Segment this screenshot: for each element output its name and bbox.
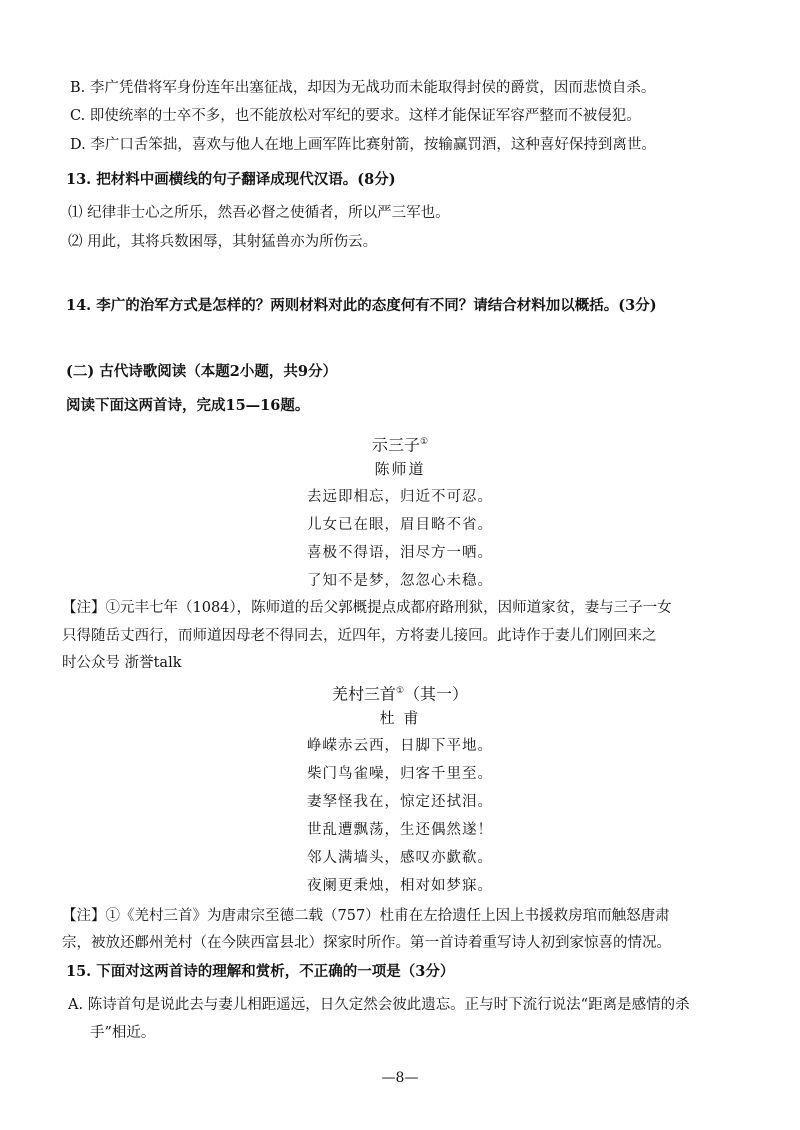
option-c-q12: C. 即使统率的士卒不多，也不能放松对军纪的要求。这样才能保证军容严整而不被侵犯。 <box>70 108 641 124</box>
page-number: —8— <box>381 1070 419 1086</box>
poem-1-line: 喜极不得语，泪尽方一哂。 <box>307 545 493 561</box>
question-15-option-a-line: A. 陈诗首句是说此去与妻儿相距遥远，日久定然会彼此遗忘。正与时下流行说法“距离是感情的杀 <box>68 997 690 1013</box>
poem-1-line: 了知不是梦，忽忽心未稳。 <box>307 573 493 589</box>
poem-2-line: 邻人满墙头，感叹亦歔欷。 <box>307 850 493 866</box>
option-d-q12: D. 李广口舌笨拙，喜欢与他人在地上画军阵比赛射箭，按输赢罚酒，这种喜好保持到离世。 <box>70 137 656 153</box>
question-13-stem: 13. 把材料中画横线的句子翻译成现代汉语。(8分) <box>66 171 396 188</box>
question-13-sentence-1: ⑴ 纪律非士心之所乐，然吾必督之使循者，所以严三军也。 <box>68 205 450 221</box>
poem-2-line: 夜阑更秉烛，相对如梦寐。 <box>307 878 493 894</box>
poem-2-note-mark: ① <box>395 686 405 696</box>
question-15-option-a-line: 手”相近。 <box>90 1025 156 1041</box>
question-13-sentence-2: ⑵ 用此，其将兵数困辱，其射猛兽亦为所伤云。 <box>68 234 378 250</box>
poem-1-author: 陈师道 <box>374 460 426 478</box>
question-15-stem: 15. 下面对这两首诗的理解和赏析，不正确的一项是（3分） <box>66 963 455 980</box>
poem-2-author: 杜 甫 <box>379 709 421 727</box>
poem-2-line: 峥嵘赤云西，日脚下平地。 <box>307 738 493 754</box>
poem-2-line: 世乱遭飘荡，生还偶然遂！ <box>307 822 493 838</box>
poem-1-title-text: 示三子 <box>371 435 420 455</box>
poem-2-title-suffix: （其一） <box>404 684 469 704</box>
poem-1-note-line: 【注】①元丰七年（1084），陈师道的岳父郭概提点成都府路刑狱，因师道家贫，妻与三子一女 <box>62 600 672 616</box>
poem-1-title <box>0 432 800 455</box>
poem-1-note-line: 时公众号 浙誉talk <box>62 655 182 671</box>
question-14-stem: 14. 李广的治军方式是怎样的？两则材料对此的态度何有不同？请结合材料加以概括。(3分) <box>66 297 657 314</box>
poem-2-line: 柴门鸟雀噪，归客千里至。 <box>307 766 493 782</box>
poem-2-title <box>0 681 800 704</box>
poem-2-note-line: 【注】①《羌村三首》为唐肃宗至德二载（757）杜甫在左拾遗任上因上书援救房琯而触怒唐肃 <box>62 908 670 924</box>
poem-1-note-mark: ① <box>419 437 429 447</box>
poem-2-note-line: 宗，被放还鄜州羌村（在今陕西富县北）探家时所作。第一首诗着重写诗人初到家惊喜的情况。 <box>62 935 671 951</box>
poem-1-line: 去远即相忘，归近不可忍。 <box>307 489 493 505</box>
poem-1-line: 儿女已在眼，眉目略不省。 <box>307 517 493 533</box>
section-heading: (二) 古代诗歌阅读（本题2小题，共9分） <box>66 363 337 380</box>
option-b-q12: B. 李广凭借将军身份连年出塞征战，却因为无战功而未能取得封侯的爵赏，因而悲愤自杀。 <box>70 80 656 96</box>
section-instruction: 阅读下面这两首诗，完成15—16题。 <box>66 397 310 414</box>
poem-2-line: 妻孥怪我在，惊定还拭泪。 <box>307 794 493 810</box>
poem-1-note-line: 只得随岳丈西行，而师道因母老不得同去，近四年，方将妻儿接回。此诗作于妻儿们刚回来之 <box>62 628 657 644</box>
poem-2-title-text: 羌村三首 <box>331 684 396 704</box>
